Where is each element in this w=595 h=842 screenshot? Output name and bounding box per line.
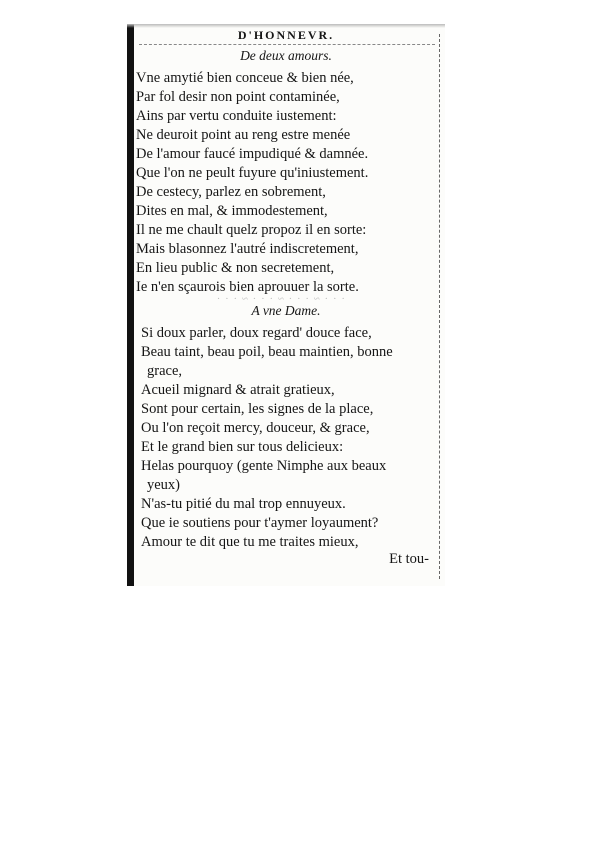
verse-line: Ie n'en sçaurois bien aprouuer la sorte. (136, 279, 359, 295)
verse-line: Si doux parler, doux regard' douce face, (141, 325, 372, 341)
catchword: Et tou- (389, 551, 429, 567)
verse-line: En lieu public & non secretement, (136, 260, 335, 276)
verse-line: N'as-tu pitié du mal trop ennuyeux. (141, 496, 346, 512)
verse-line: Beau taint, beau poil, beau maintien, bonne (141, 344, 393, 360)
running-head: D'HONNEVR. (237, 28, 335, 42)
verse-line: Vne amytié bien conceue & bien née, (136, 70, 354, 86)
verse-line: Mais blasonnez l'autré indiscretement, (136, 241, 359, 257)
verse-line: yeux) (147, 477, 181, 493)
verse-line: Il ne me chault quelz propoz il en sorte: (136, 222, 367, 238)
verse-line: Ne deuroit point au reng estre menée (136, 127, 351, 143)
verse-line: Et le grand bien sur tous delicieux: (141, 439, 344, 455)
verse-line: Dites en mal, & immodestement, (136, 203, 328, 219)
verse-line: Helas pourquoy (gente Nimphe aux beaux (141, 458, 387, 474)
poem-title: De deux amours. (240, 48, 332, 63)
verse-line: De l'amour faucé impudiqué & damnée. (136, 146, 369, 162)
verse-line: De cestecy, parlez en sobrement, (136, 184, 326, 200)
verse-line: Sont pour certain, les signes de la place, (141, 401, 374, 417)
verse-line: Que l'on ne peult fuyure qu'iniustement. (136, 165, 369, 181)
verse-line: Par fol desir non point contaminée, (136, 89, 340, 105)
verse-line: Ou l'on reçoit mercy, douceur, & grace, (141, 420, 370, 436)
poem-title: A vne Dame. (251, 303, 321, 318)
book-page-scan (127, 24, 445, 586)
verse-line: Ains par vertu conduite iustement: (136, 108, 337, 124)
verse-line: grace, (147, 363, 183, 379)
show-through-text: · · · ~ · · · ~ · · · ~ · · · (215, 293, 345, 303)
verse-line: Amour te dit que tu me traites mieux, (141, 534, 359, 550)
header-rule (139, 44, 435, 45)
verse-line: Acueil mignard & atrait gratieux, (141, 382, 335, 398)
verse-line: Que ie soutiens pour t'aymer loyaument? (141, 515, 379, 531)
